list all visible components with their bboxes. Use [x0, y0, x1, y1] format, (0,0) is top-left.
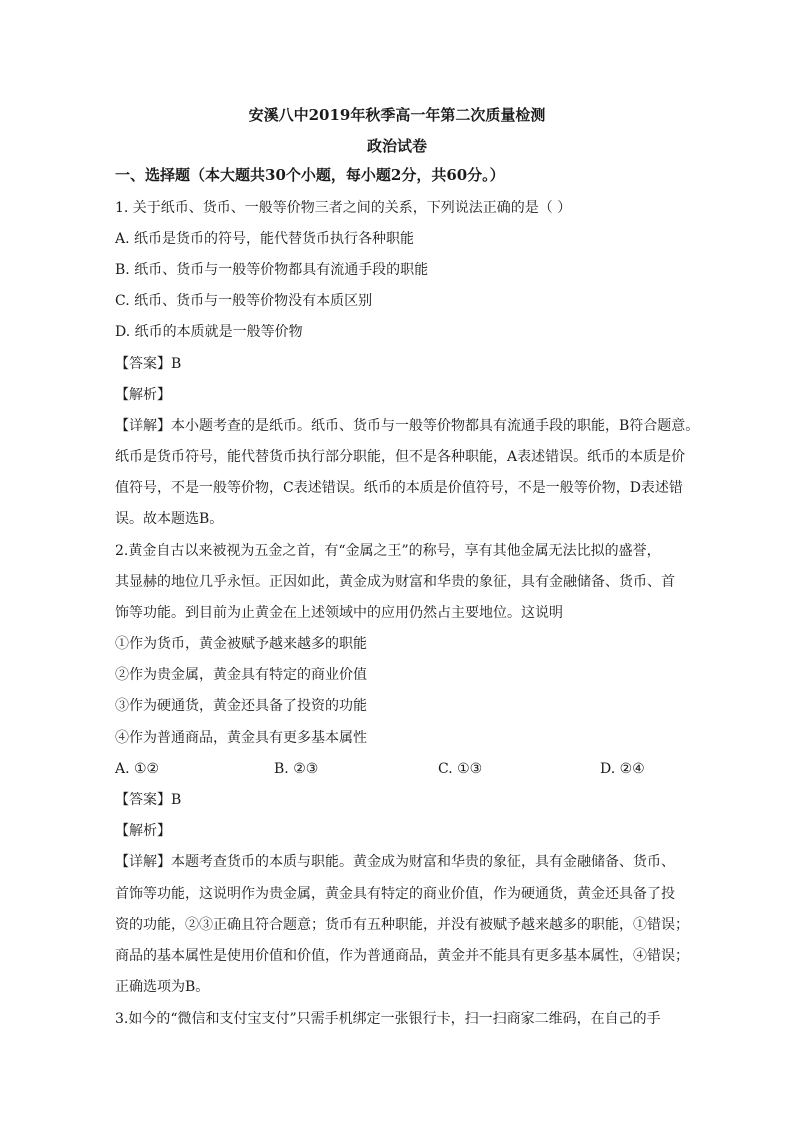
question-1-analysis-line: 误。故本题选B。	[115, 511, 224, 527]
question-2-stem-line: 其显赫的地位几乎永恒。正因如此，黄金成为财富和华贵的象征，具有金融储备、货币、首	[115, 574, 675, 590]
question-1-stem: 1. 关于纸币、货币、一般等价物三者之间的关系，下列说法正确的是（ ）	[115, 200, 572, 216]
question-2-analysis-label: 【解析】	[115, 823, 171, 839]
question-2-analysis-line: 首饰等功能，这说明作为贵金属，黄金具有特定的商业价值，作为硬通货，黄金还具备了投	[115, 886, 675, 902]
question-2-answer: 【答案】B	[115, 792, 182, 808]
question-2-analysis-line: 【详解】本题考查货币的本质与职能。黄金成为财富和华贵的象征，具有金融储备、货币、	[115, 854, 675, 870]
question-1-option-d: D. 纸币的本质就是一般等价物	[115, 324, 303, 340]
question-1-analysis-line: 【详解】本小题考查的是纸币。纸币、货币与一般等价物都具有流通手段的职能，B符合题意。	[115, 418, 700, 434]
question-1-analysis-line: 值符号，不是一般等价物，C表述错误。纸币的本质是价值符号，不是一般等价物，D表述错	[115, 480, 683, 496]
question-2-statement-1: ①作为货币，黄金被赋予越来越多的职能	[115, 636, 367, 652]
question-2-option-c: C. ①③	[438, 761, 483, 777]
question-2-statement-3: ③作为硬通货，黄金还具备了投资的功能	[115, 698, 367, 714]
section-heading: 一、选择题（本大题共30个小题，每小题2分，共60分。）	[115, 166, 505, 184]
question-2-option-b: B. ②③	[274, 761, 319, 777]
exam-title: 安溪八中2019年秋季高一年第二次质量检测	[248, 106, 546, 124]
question-2-statement-2: ②作为贵金属，黄金具有特定的商业价值	[115, 667, 367, 683]
exam-subtitle: 政治试卷	[366, 137, 427, 155]
question-3-stem-line: 3.如今的“微信和支付宝支付”只需手机绑定一张银行卡，扫一扫商家二维码，在自己的手	[115, 1011, 661, 1027]
question-2-stem-line: 2.黄金自古以来被视为五金之首，有“金属之王”的称号，享有其他金属无法比拟的盛誉，	[115, 543, 661, 559]
question-1-option-b: B. 纸币、货币与一般等价物都具有流通手段的职能	[115, 262, 429, 278]
question-2-statement-4: ④作为普通商品，黄金具有更多基本属性	[115, 730, 367, 746]
question-2-option-a: A. ①②	[115, 761, 160, 777]
question-2-analysis-line: 商品的基本属性是使用价值和价值，作为普通商品，黄金并不能具有更多基本属性，④错误；	[115, 948, 689, 964]
question-1-answer: 【答案】B	[115, 356, 182, 372]
question-1-analysis-line: 纸币是货币符号，能代替货币执行部分职能，但不是各种职能，A表述错误。纸币的本质是价	[115, 449, 686, 465]
question-2-stem-line: 饰等功能。到目前为止黄金在上述领域中的应用仍然占主要地位。这说明	[115, 605, 563, 621]
question-1-option-c: C. 纸币、货币与一般等价物没有本质区别	[115, 293, 373, 309]
question-2-analysis-line: 资的功能，②③正确且符合题意；货币有五种职能，并没有被赋予越来越多的职能，①错误；	[115, 917, 689, 933]
question-1-option-a: A. 纸币是货币的符号，能代替货币执行各种职能	[115, 231, 415, 247]
question-2-option-d: D. ②④	[600, 761, 645, 777]
question-2-analysis-line: 正确选项为B。	[115, 979, 210, 995]
question-1-analysis-label: 【解析】	[115, 387, 171, 403]
